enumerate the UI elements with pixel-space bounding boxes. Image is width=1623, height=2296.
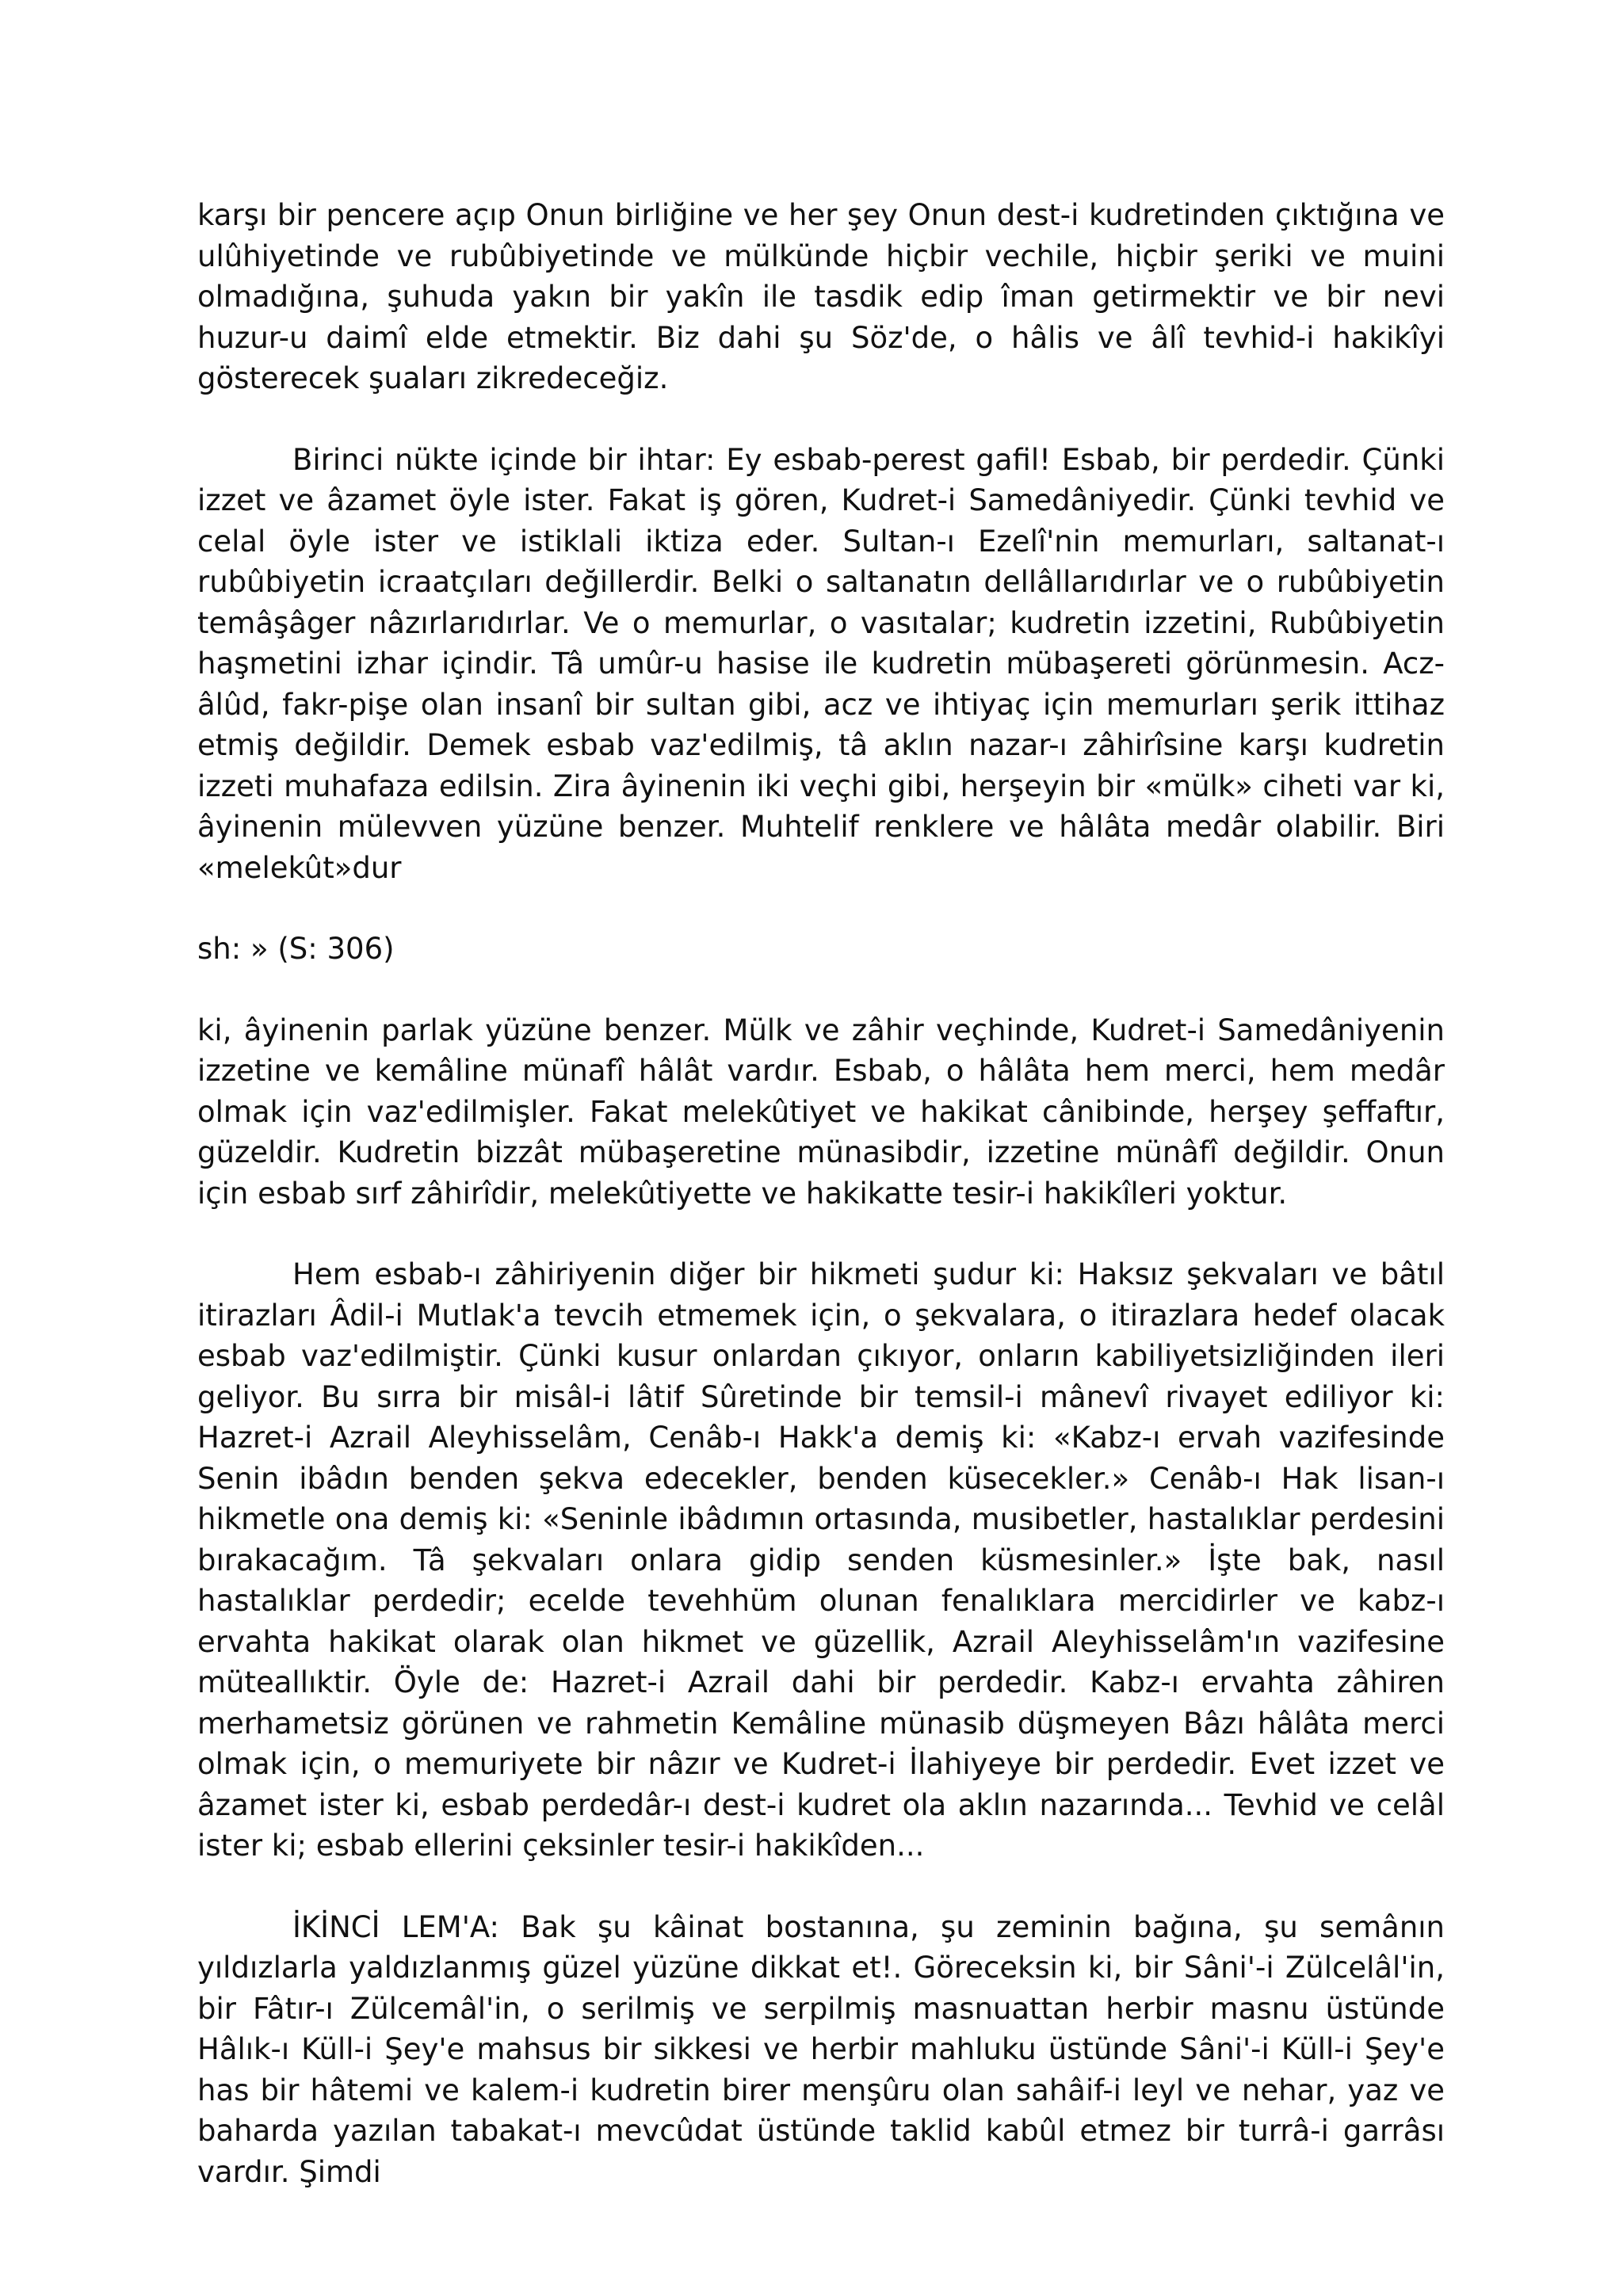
paragraph-ikinci-lema: İKİNCİ LEM'A: Bak şu kâinat bostanına, şu zeminin bağına, şu semânın yıldızlarla yaldızlanmış güzel yüzüne dikkat et!. Göreceksin ki, bir Sâni'-i Zülcelâl'in, bir Fâtır-ı Zülcemâl'in, o serilmiş ve serpilmiş masnuattan herbir masnu üstünde Hâlık-ı Küll-i Şey'e mahsus bir sikkesi ve herbir mahluku üstünde Sâni'-i Küll-i Şey'e has bir hâtemi ve kalem-i kudretin birer menşûru olan sahâif-i leyl ve nehar, yaz ve baharda yazılan tabakat-ı mevcûdat üstünde taklid kabûl etmez bir turrâ-i garrâsı vardır. Şimdi xyxy=(197,1909,1445,2189)
paragraph-esbab-hikmet: Hem esbab-ı zâhiriyenin diğer bir hikmeti şudur ki: Haksız şekvaları ve bâtıl itirazları Âdil-i Mutlak'a tevcih etmemek için, o şekvalara, o itirazlara hedef olacak esbab vaz'edilmiştir. Çünki kusur onlardan çıkıyor, onların kabiliyetsizliğinden ileri geliyor. Bu sırra bir misâl-i lâtif Sûretinde bir temsil-i mânevî rivayet ediliyor ki: Hazret-i Azrail Aleyhisselâm, Cenâb-ı Hakk'a demiş ki: «Kabz-ı ervah vazifesinde Senin ibâdın benden şekva edecekler, benden küsecekler.» Cenâb-ı Hak lisan-ı hikmetle ona demiş ki: «Seninle ibâdımın ortasında, musibetler, hastalıklar perdesini bırakacağım. Tâ şekvaları onlara gidip senden küsmesinler.» İşte bak, nasıl hastalıklar perdedir; ecelde tevehhüm olunan fenalıklara mercidirler ve kabz-ı ervahta hakikat olarak olan hikmet ve güzellik, Azrail Aleyhisselâm'ın vazifesine müteallıktir. Öyle de: Hazret-i Azrail dahi bir perdedir. Kabz-ı ervahta zâhiren merhametsiz görünen ve rahmetin Kemâline münasib düşmeyen Bâzı hâlâta merci olmak için, o memuriyete bir nâzır ve Kudret-i İlahiyeye bir perdedir. Evet izzet ve âzamet ister ki, esbab perdedâr-ı dest-i kudret ola aklın nazarında... Tevhid ve celâl ister ki; esbab ellerini çeksinler tesir-i hakikîden... xyxy=(197,1257,1445,1863)
page-marker: sh: » (S: 306) xyxy=(197,932,395,966)
paragraph-gap xyxy=(197,399,1445,440)
paragraph-gap xyxy=(197,1867,1445,1907)
paragraph-continuation: karşı bir pencere açıp Onun birliğine ve her şey Onun dest-i kudretinden çıktığına ve ulûhiyetinde ve rubûbiyetinde ve mülkünde hiçbir vechile, hiçbir şeriki ve muini olmadığına, şuhuda yakın bir yakîn ile tasdik edip îman getirmektir ve bir nevi huzur-u daimî elde etmektir. Biz dahi şu Söz'de, o hâlis ve âlî tevhid-i hakikîyi gösterecek şuaları zikredeceğiz. xyxy=(197,198,1445,395)
paragraph-gap xyxy=(197,970,1445,1010)
paragraph-gap xyxy=(197,888,1445,929)
paragraph-mirror-face: ki, âyinenin parlak yüzüne benzer. Mülk ve zâhir veçhinde, Kudret-i Samedâniyenin izzetine ve kemâline münafî hâlât vardır. Esbab, o hâlâta hem merci, hem medâr olmak için vaz'edilmişler. Fakat melekûtiyet ve hakikat cânibinde, herşey şeffaftır, güzeldir. Kudretin bizzât mübaşeretine münasibdir, izzetine münâfî değildir. Onun için esbab sırf zâhirîdir, melekûtiyette ve hakikatte tesir-i hakikîleri yoktur. xyxy=(197,1013,1445,1211)
paragraph-first-nukte: Birinci nükte içinde bir ihtar: Ey esbab-perest gafil! Esbab, bir perdedir. Çünki izzet ve âzamet öyle ister. Fakat iş gören, Kudret-i Samedâniyedir. Çünki tevhid ve celal öyle ister ve istiklali iktiza eder. Sultan-ı Ezelî'nin memurları, saltanat-ı rubûbiyetin icraatçıları değillerdir. Belki o saltanatın dellâllarıdırlar ve o rubûbiyetin temâşâger nâzırlarıdırlar. Ve o memurlar, o vasıtalar; kudretin izzetini, Rubûbiyetin haşmetini izhar içindir. Tâ umûr-u hasise ile kudretin mübaşereti görünmesin. Acz-âlûd, fakr-pişe olan insanî bir sultan gibi, acz ve ihtiyaç için memurları şerik ittihaz etmiş değildir. Demek esbab vaz'edilmiş, tâ aklın nazar-ı zâhirîsine karşı kudretin izzeti muhafaza edilsin. Zira âyinenin iki veçhi gibi, herşeyin bir «mülk» ciheti var ki, âyinenin mülevven yüzüne benzer. Muhtelif renklere ve hâlâta medâr olabilir. Biri «melekût»dur xyxy=(197,442,1445,885)
document-page xyxy=(197,195,1445,2192)
paragraph-gap xyxy=(197,1214,1445,1254)
